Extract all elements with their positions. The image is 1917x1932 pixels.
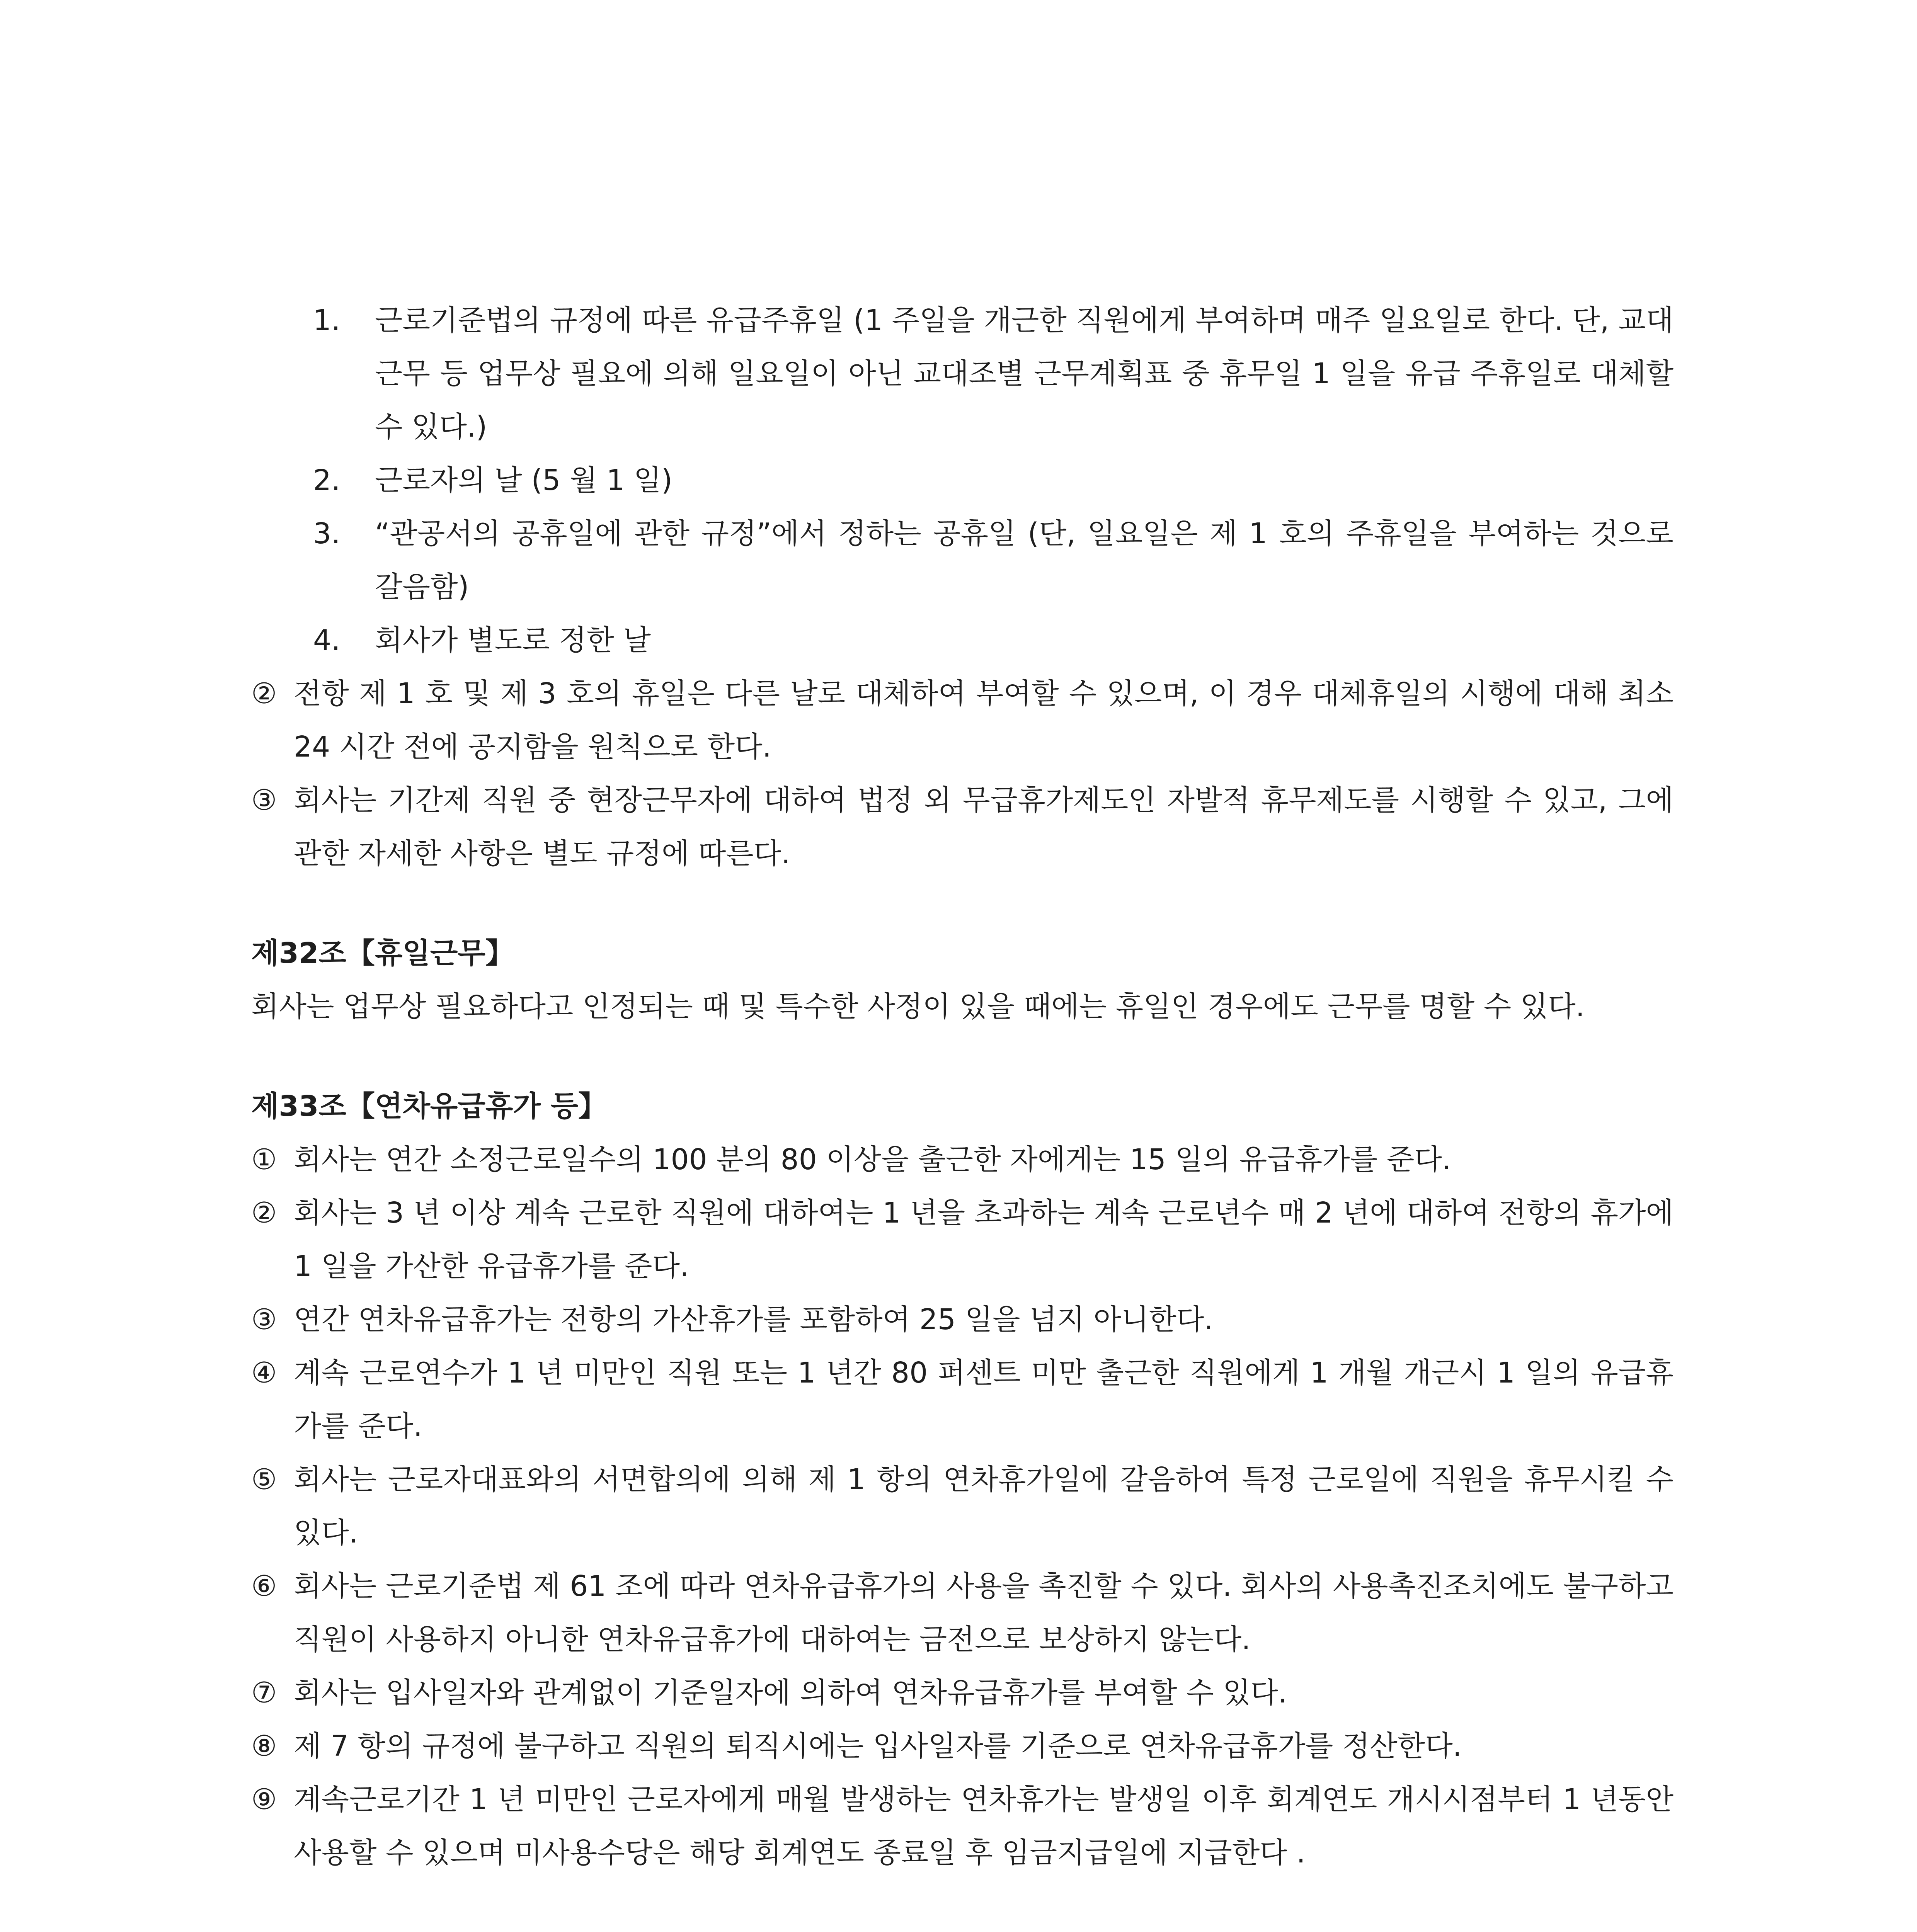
clause-number: ⑧	[251, 1730, 277, 1763]
clause-text: 회사는 3 년 이상 계속 근로한 직원에 대하여는 1 년을 초과하는 계속 근로년수 매 2 년에 대하여 전항의 휴가에 1 일을 가산한 유급휴가를 준다.	[294, 1196, 1674, 1283]
list-item-number: 1.	[313, 304, 340, 337]
list-item-text: 근로자의 날 (5 월 1 일)	[375, 464, 672, 497]
clause	[251, 1719, 1674, 1773]
clause	[251, 1186, 1674, 1293]
clause-number: ②	[251, 677, 277, 710]
holiday-clauses	[251, 667, 1674, 880]
clause-text: 계속 근로연수가 1 년 미만인 직원 또는 1 년간 80 퍼센트 미만 출근한 직원에게 1 개월 개근시 1 일의 유급휴가를 준다.	[294, 1356, 1674, 1443]
clause-text: 전항 제 1 호 및 제 3 호의 휴일은 다른 날로 대체하여 부여할 수 있으며, 이 경우 대체휴일의 시행에 대해 최소 24 시간 전에 공지함을 원칙으로 한다.	[294, 677, 1674, 764]
clause-text: 계속근로기간 1 년 미만인 근로자에게 매월 발생하는 연차휴가는 발생일 이후 회계연도 개시시점부터 1 년동안 사용할 수 있으며 미사용수당은 해당 회계연도 종료일 후 임금지급일에 지급한다 .	[294, 1783, 1674, 1869]
clause-number: ②	[251, 1196, 277, 1230]
list-item-number: 4.	[313, 624, 340, 657]
holiday-list	[251, 294, 1674, 667]
clause	[251, 1666, 1674, 1719]
list-item	[251, 507, 1674, 614]
article-32-heading: 제32조【휴일근무】	[251, 937, 514, 970]
article-34-heading	[251, 1926, 1674, 1932]
clause-text: 회사는 연간 소정근로일수의 100 분의 80 이상을 출근한 자에게는 15 일의 유급휴가를 준다.	[294, 1143, 1451, 1176]
clause	[251, 1773, 1674, 1879]
clause	[251, 667, 1674, 774]
clause	[251, 774, 1674, 880]
clause-text: 회사는 근로자대표와의 서면합의에 의해 제 1 항의 연차휴가일에 갈음하여 특정 근로일에 직원을 휴무시킬 수 있다.	[294, 1463, 1674, 1549]
clause-number: ⑨	[251, 1783, 277, 1816]
list-item	[251, 614, 1674, 667]
clause-text: 제 7 항의 규정에 불구하고 직원의 퇴직시에는 입사일자를 기준으로 연차유급휴가를 정산한다.	[294, 1730, 1462, 1763]
clause	[251, 1560, 1674, 1666]
clause-number: ③	[251, 784, 277, 817]
list-item-text: “관공서의 공휴일에 관한 규정”에서 정하는 공휴일 (단, 일요일은 제 1 호의 주휴일을 부여하는 것으로 갈음함)	[375, 517, 1674, 604]
clause	[251, 1346, 1674, 1453]
clause-number: ⑥	[251, 1570, 277, 1603]
clause	[251, 1293, 1674, 1346]
clause-number: ⑤	[251, 1463, 277, 1496]
list-item	[251, 294, 1674, 454]
article-33-clauses	[251, 1133, 1674, 1879]
article-32-text: 회사는 업무상 필요하다고 인정되는 때 및 특수한 사정이 있을 때에는 휴일인 경우에도 근무를 명할 수 있다.	[251, 990, 1585, 1023]
clause-number: ⑦	[251, 1676, 277, 1709]
clause-number: ③	[251, 1303, 277, 1336]
article-33-heading: 제33조【연차유급휴가 등】	[251, 1090, 607, 1123]
clause-text: 회사는 기간제 직원 중 현장근무자에 대하여 법정 외 무급휴가제도인 자발적 휴무제도를 시행할 수 있고, 그에 관한 자세한 사항은 별도 규정에 따른다.	[294, 784, 1674, 870]
clause-number: ④	[251, 1356, 277, 1389]
list-item-number: 3.	[313, 517, 340, 550]
clause	[251, 1453, 1674, 1560]
list-item	[251, 454, 1674, 507]
clause-text: 회사는 입사일자와 관계없이 기준일자에 의하여 연차유급휴가를 부여할 수 있다.	[294, 1676, 1287, 1709]
clause-text: 연간 연차유급휴가는 전항의 가산휴가를 포함하여 25 일을 넘지 아니한다.	[294, 1303, 1213, 1336]
page-content	[251, 294, 1674, 1932]
list-item-text: 회사가 별도로 정한 날	[375, 624, 651, 657]
clause	[251, 1133, 1674, 1186]
clause-number: ①	[251, 1143, 277, 1176]
list-item-number: 2.	[313, 464, 340, 497]
list-item-text: 근로기준법의 규정에 따른 유급주휴일 (1 주일을 개근한 직원에게 부여하며 매주 일요일로 한다. 단, 교대근무 등 업무상 필요에 의해 일요일이 아닌 교대조별 근무계획표 중 휴무일 1 일을 유급 주휴일로 대체할 수 있다.)	[375, 304, 1674, 444]
clause-text: 회사는 근로기준법 제 61 조에 따라 연차유급휴가의 사용을 촉진할 수 있다. 회사의 사용촉진조치에도 불구하고 직원이 사용하지 아니한 연차유급휴가에 대하여는 금전으로 보상하지 않는다.	[294, 1570, 1674, 1656]
